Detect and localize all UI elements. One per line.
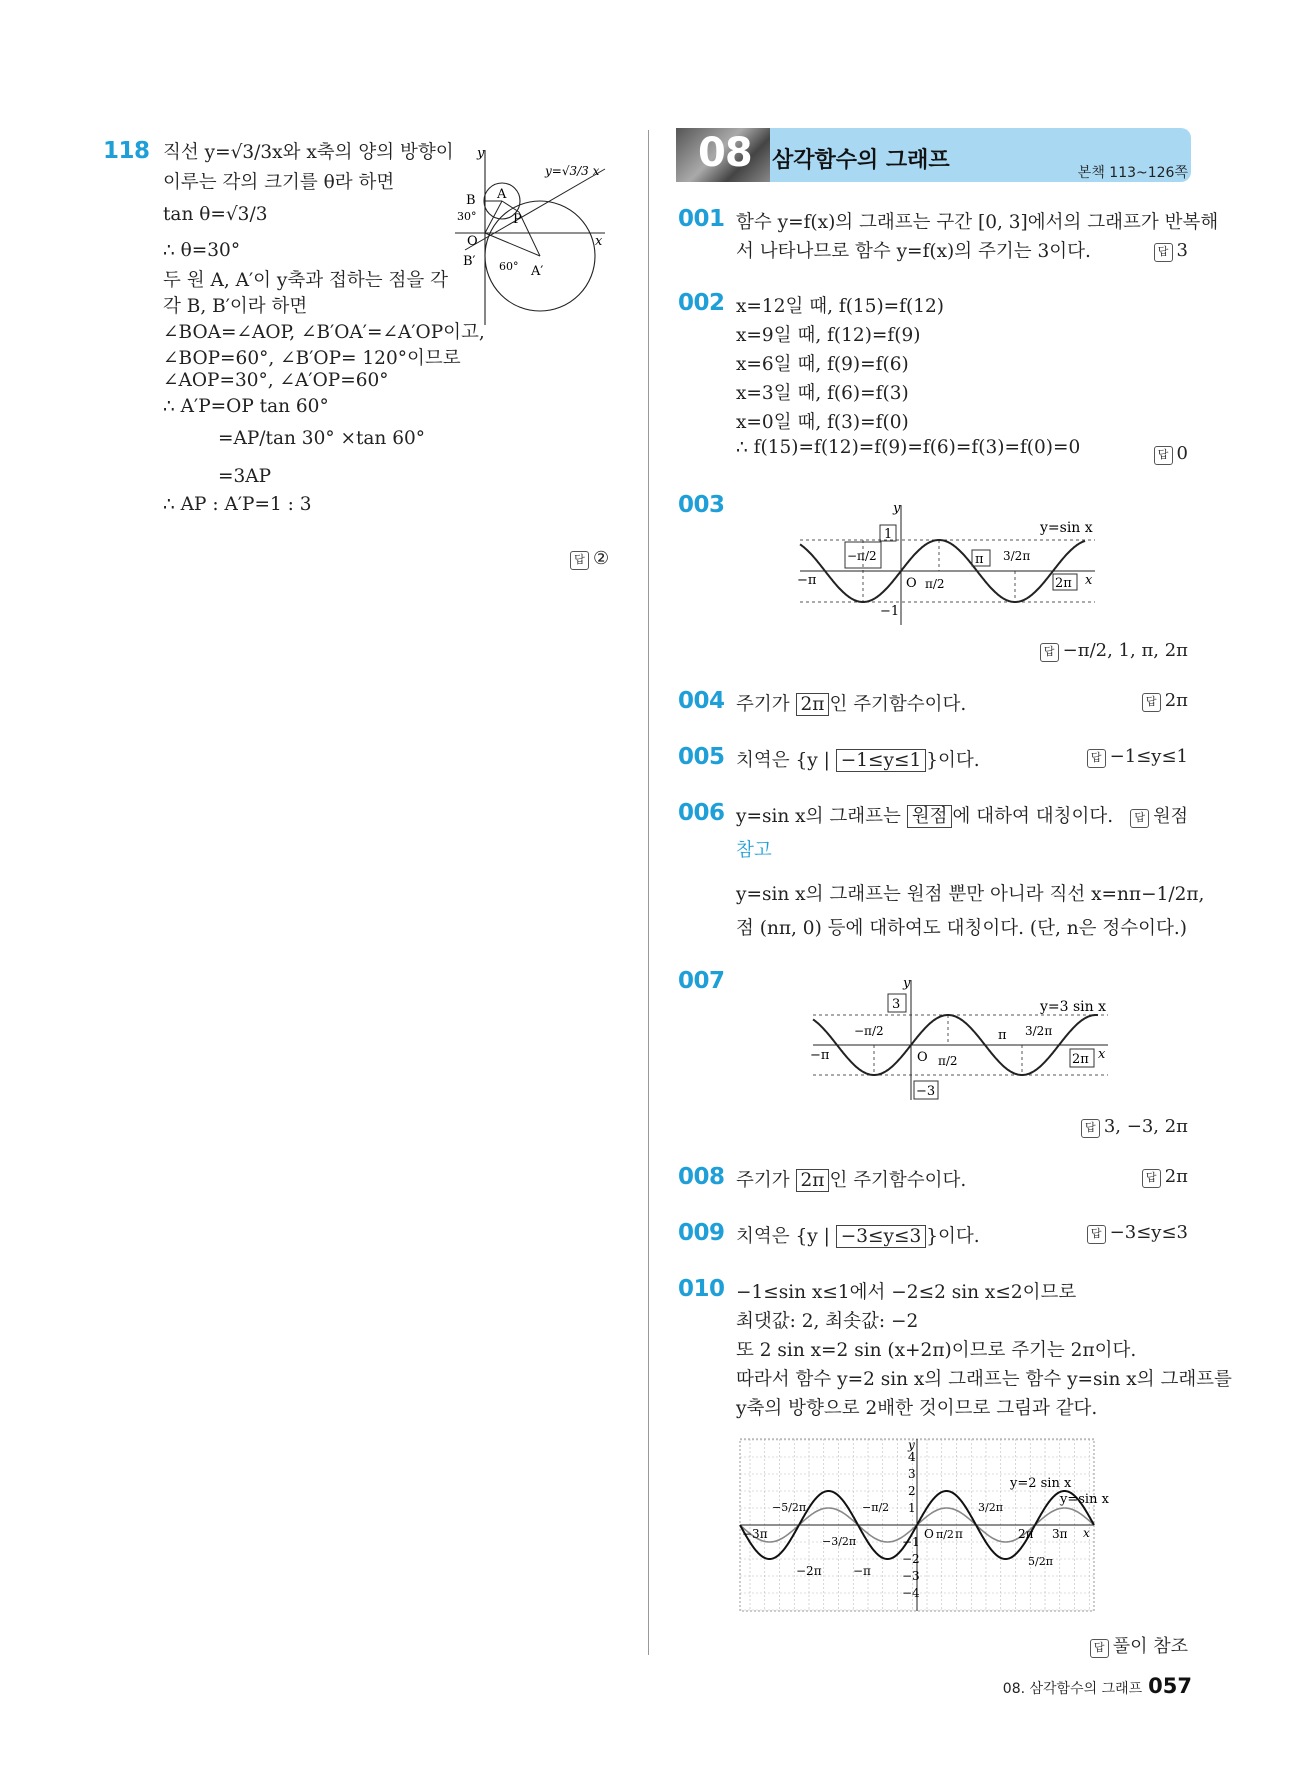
origin: O <box>924 1527 934 1541</box>
solution-line: =AP/tan 30° ×tan 60° <box>218 428 426 449</box>
answer-mark-icon: 답 <box>1087 1225 1106 1244</box>
answer-box: −1≤y≤1 <box>836 749 927 772</box>
text-post: }이다. <box>926 1226 980 1247</box>
text-post: 인 주기함수이다. <box>829 694 967 715</box>
origin: O <box>906 576 917 591</box>
answer-mark-icon: 답 <box>1130 809 1149 828</box>
page-reference: 본책 113~126쪽 <box>1077 165 1188 181</box>
solution-line: ∴ θ=30° <box>163 240 241 261</box>
answer <box>1142 1166 1188 1188</box>
problem-line: x=3일 때, f(6)=f(3) <box>736 383 909 404</box>
page-number: 057 <box>1148 1674 1192 1698</box>
problem-line: x=12일 때, f(15)=f(12) <box>736 296 945 317</box>
tick-52pi: 5/2π <box>1028 1555 1053 1568</box>
label-sin: y=sin x <box>1060 1492 1109 1507</box>
solution-line: ∠BOP=60°, ∠B′OP= 120°이므로 <box>163 348 461 369</box>
solution-line: 각 B, B′이라 하면 <box>163 296 308 317</box>
point-O: O <box>467 234 478 249</box>
label-2sin: y=2 sin x <box>1010 1476 1072 1491</box>
tick-2pi: 2π <box>1072 1052 1089 1067</box>
problem-number: 007 <box>678 968 725 994</box>
ytick: 1 <box>908 1501 916 1515</box>
tick-m32pi: −3/2π <box>822 1535 857 1548</box>
problem-number: 003 <box>678 492 725 518</box>
answer-value: 2π <box>1164 690 1188 711</box>
answer-mark-icon: 답 <box>1040 643 1059 662</box>
ytick: −1 <box>902 1535 920 1549</box>
ytick: 4 <box>908 1450 916 1464</box>
problem-number: 002 <box>678 290 725 316</box>
note-line: 점 (nπ, 0) 등에 대하여도 대칭이다. (단, n은 정수이다.) <box>736 918 1188 939</box>
answer <box>1040 640 1188 662</box>
answer <box>1130 802 1188 828</box>
axis-x: x <box>1085 573 1093 588</box>
problem-number: 008 <box>678 1164 725 1190</box>
ytick: 2 <box>908 1484 916 1498</box>
graph-007 <box>808 975 1118 1105</box>
note-line: y=sin x의 그래프는 원점 뿐만 아니라 직선 x=nπ−1/2π, <box>736 884 1205 905</box>
answer: 답 ② <box>570 548 609 570</box>
tick-mpi: −π <box>810 1048 830 1063</box>
answer-value: 2π <box>1164 1166 1188 1187</box>
text-pre: 주기가 <box>736 1170 796 1191</box>
tick-halfpi: π/2 <box>936 1528 954 1541</box>
solution-line: =3AP <box>218 466 272 487</box>
axis-x: x <box>1098 1047 1106 1062</box>
problem-number: 006 <box>678 800 725 826</box>
answer-box: 원점 <box>907 805 953 828</box>
tick-mpi: −π <box>797 573 817 588</box>
point-B: B <box>466 193 476 208</box>
answer <box>1081 1116 1188 1138</box>
problem-line: 또 2 sin x=2 sin (x+2π)이므로 주기는 2π이다. <box>736 1340 1137 1361</box>
problem-line: x=9일 때, f(12)=f(9) <box>736 325 921 346</box>
ytick: −3 <box>902 1569 920 1583</box>
problem-number: 010 <box>678 1276 725 1302</box>
tick-halfpi: π/2 <box>938 1054 958 1068</box>
solution-line: ∠BOA=∠AOP, ∠B′OA′=∠A′OP이고, <box>163 322 485 343</box>
problem-number: 005 <box>678 744 725 770</box>
problem-line: −1≤sin x≤1에서 −2≤2 sin x≤2이므로 <box>736 1282 1077 1303</box>
point-P: P <box>513 212 522 227</box>
answer-box: 2π <box>796 693 830 716</box>
column-divider <box>648 130 649 1655</box>
answer <box>1154 443 1188 465</box>
answer-value: 원점 <box>1153 806 1188 827</box>
solution-line: 이루는 각의 크기를 θ라 하면 <box>163 172 395 193</box>
answer-mark-icon: 답 <box>1081 1119 1100 1138</box>
tick-halfpi: π/2 <box>925 577 945 591</box>
answer-value: 풀이 참조 <box>1112 1636 1188 1657</box>
tick-3: 3 <box>892 997 901 1012</box>
footer-chapter: 08. 삼각함수의 그래프 <box>1002 1681 1143 1697</box>
answer <box>1142 690 1188 712</box>
curve-label: y=sin x <box>1040 520 1093 536</box>
problem-line: 함수 y=f(x)의 그래프는 구간 [0, 3]에서의 그래프가 반복해 <box>736 212 1219 233</box>
axis-y: y <box>903 976 911 991</box>
chapter-number: 08 <box>698 130 752 176</box>
answer-mark-icon: 답 <box>1087 749 1106 768</box>
tick-m2pi: −2π <box>796 1564 822 1578</box>
problem-line: x=0일 때, f(3)=f(0) <box>736 412 909 433</box>
graph-010 <box>738 1437 1138 1617</box>
answer-value: −π/2, 1, π, 2π <box>1062 640 1188 661</box>
answer-mark-icon: 답 <box>1142 1169 1161 1188</box>
ytick: 3 <box>908 1467 916 1481</box>
problem-line <box>736 1222 980 1248</box>
tick-1: 1 <box>884 527 893 542</box>
axis-x: x <box>1083 1526 1090 1540</box>
tick-m3: −3 <box>916 1084 936 1099</box>
tick-pi: π <box>998 1028 1007 1043</box>
note-label: 참고 <box>736 840 772 861</box>
text-pre: 치역은 {y | <box>736 750 836 771</box>
text-post: 인 주기함수이다. <box>829 1170 967 1191</box>
point-Bp: B′ <box>463 254 476 269</box>
problem-line: x=6일 때, f(9)=f(6) <box>736 354 909 375</box>
text-pre: 치역은 {y | <box>736 1226 836 1247</box>
answer-mark-icon: 답 <box>1154 446 1173 465</box>
problem-number: 009 <box>678 1220 725 1246</box>
solution-line: ∴ AP : A′P=1 : 3 <box>163 494 312 515</box>
answer <box>1154 240 1188 262</box>
problem-line <box>736 690 966 716</box>
problem-line: ∴ f(15)=f(12)=f(9)=f(6)=f(3)=f(0)=0 <box>736 437 1081 458</box>
tick-pi: π <box>975 552 984 567</box>
point-Ap: A′ <box>531 264 544 279</box>
tick-m3pi: −3π <box>742 1527 768 1541</box>
angle-60: 60° <box>499 260 519 273</box>
answer-box: −3≤y≤3 <box>836 1225 927 1248</box>
text-pre: 주기가 <box>736 694 796 715</box>
problem-number: 118 <box>103 138 150 164</box>
answer-value: −3≤y≤3 <box>1109 1222 1188 1243</box>
answer <box>1090 1632 1188 1658</box>
ytick: −2 <box>902 1552 920 1566</box>
problem-line <box>736 1166 966 1192</box>
solution-line: 두 원 A, A′이 y축과 접하는 점을 각 <box>163 270 448 291</box>
tick-2pi: 2π <box>1055 576 1072 591</box>
tick-3halfpi: 3/2π <box>1003 549 1031 563</box>
problem-line: 최댓값: 2, 최솟값: −2 <box>736 1311 919 1332</box>
page-footer <box>1003 1674 1192 1698</box>
chapter-title: 삼각함수의 그래프 <box>772 148 950 173</box>
curve-label: y=3 sin x <box>1040 999 1107 1015</box>
text-post: }이다. <box>926 750 980 771</box>
axis-label-x: x <box>595 234 603 249</box>
text-post: 에 대하여 대칭이다. <box>952 806 1114 827</box>
answer-mark-icon: 답 <box>1142 693 1161 712</box>
figure-118 <box>455 145 630 330</box>
answer-mark-icon: 답 <box>1154 243 1173 262</box>
axis-y: y <box>893 501 901 516</box>
tick-3pi: 3π <box>1052 1527 1068 1541</box>
problem-line <box>736 802 1113 828</box>
answer-value: 3 <box>1176 240 1188 261</box>
tick-mpi: −π <box>853 1564 871 1578</box>
axis-y: y <box>908 1438 915 1452</box>
tick-mhalfpi: −π/2 <box>862 1501 890 1514</box>
tick-m52pi: −5/2π <box>772 1501 807 1514</box>
tick-2pi: 2π <box>1018 1527 1034 1541</box>
problem-line: y축의 방향으로 2배한 것이므로 그림과 같다. <box>736 1398 1098 1419</box>
answer-value: 0 <box>1176 443 1188 464</box>
graph-003 <box>795 500 1105 630</box>
origin: O <box>917 1050 928 1065</box>
answer-box: 2π <box>796 1169 830 1192</box>
ytick: −4 <box>902 1586 920 1600</box>
answer-value: 3, −3, 2π <box>1103 1116 1188 1137</box>
solution-line: 직선 y=√3/3x와 x축의 양의 방향이 <box>163 142 454 163</box>
tick-m1: −1 <box>880 604 900 619</box>
answer-mark-icon: 답 <box>1090 1639 1109 1658</box>
tick-mhalfpi: −π/2 <box>854 1024 884 1038</box>
axis-label-y: y <box>477 146 485 161</box>
answer-value: −1≤y≤1 <box>1109 746 1188 767</box>
answer-mark-icon: 답 <box>570 551 589 570</box>
tick-pi: π <box>955 1527 963 1541</box>
problem-line: 따라서 함수 y=2 sin x의 그래프는 함수 y=sin x의 그래프를 <box>736 1369 1232 1390</box>
problem-number: 001 <box>678 206 725 232</box>
tick-3halfpi: 3/2π <box>1025 1024 1053 1038</box>
solution-line: ∴ A′P=OP tan 60° <box>163 396 329 417</box>
problem-line <box>736 746 980 772</box>
tick-32pi: 3/2π <box>978 1501 1003 1514</box>
tick-mhalfpi: −π/2 <box>847 549 877 563</box>
answer <box>1087 1222 1188 1244</box>
problem-number: 004 <box>678 688 725 714</box>
solution-line: ∠AOP=30°, ∠A′OP=60° <box>163 370 389 391</box>
text-pre: y=sin x의 그래프는 <box>736 806 907 827</box>
line-label: y=√3/3 x <box>545 164 600 178</box>
problem-line: 서 나타나므로 함수 y=f(x)의 주기는 3이다. <box>736 241 1091 262</box>
answer <box>1087 746 1188 768</box>
angle-30: 30° <box>457 210 477 223</box>
point-A: A <box>497 187 507 202</box>
solution-line: tan θ=√3/3 <box>163 204 268 225</box>
